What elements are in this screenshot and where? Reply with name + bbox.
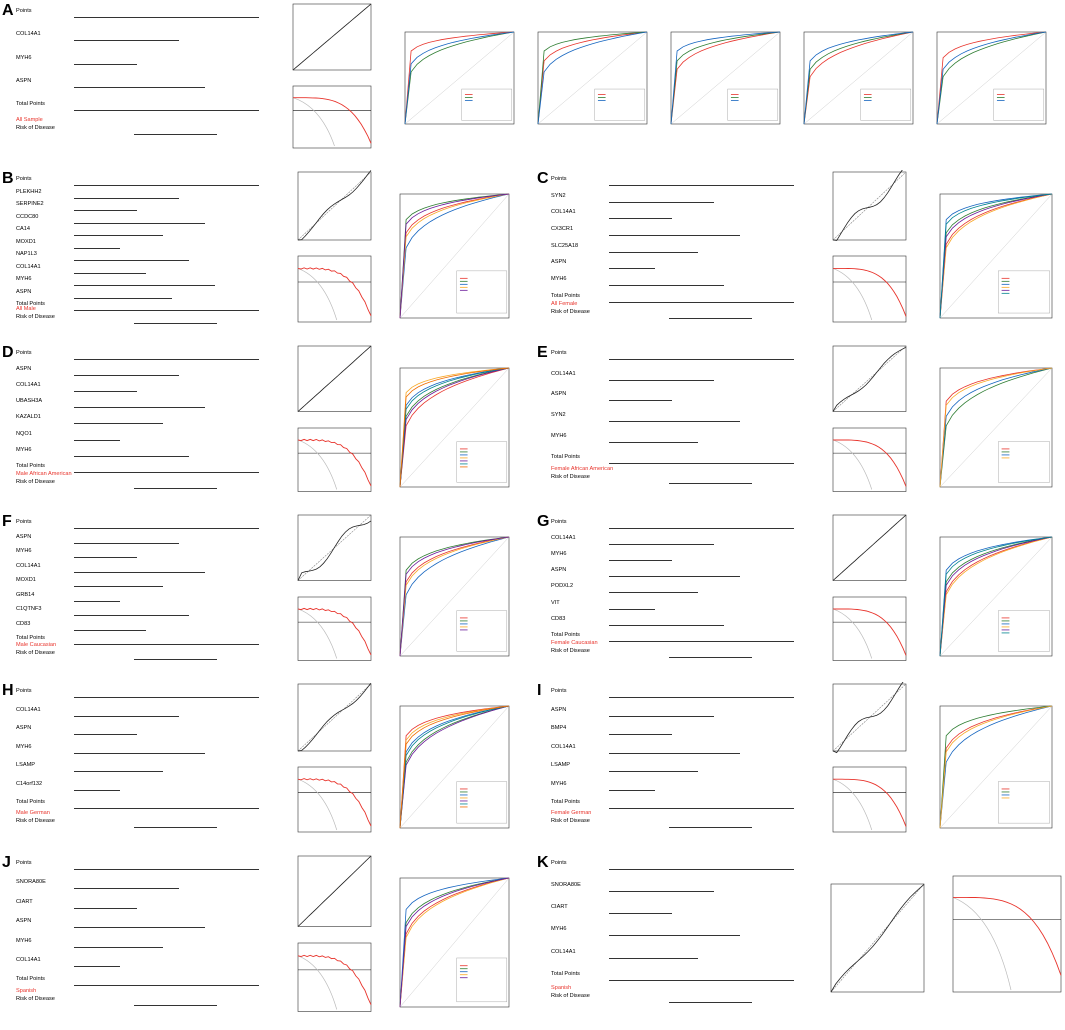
nomogram-variable-label: COL14A1 xyxy=(16,263,41,270)
decision-curve-plot xyxy=(945,874,1065,1004)
calibration-plot xyxy=(823,882,928,1002)
roc-curve-plot xyxy=(390,533,515,668)
panel-letter: I xyxy=(537,682,542,699)
panel-letter: K xyxy=(537,854,549,871)
nomogram-variable-label: CA14 xyxy=(16,226,30,232)
nomogram-variable-label: Points xyxy=(551,350,567,356)
nomogram-variable-label: ASPN xyxy=(551,259,567,266)
calibration-plot xyxy=(825,682,910,761)
nomogram-axis xyxy=(74,543,179,544)
nomogram-variable-label: Total Points xyxy=(16,101,45,108)
calibration-plot xyxy=(290,854,375,937)
nomogram-axis xyxy=(609,576,740,577)
calibration-plot xyxy=(825,513,910,591)
nomogram-axis xyxy=(74,644,259,645)
nomogram-variable-label: ASPN xyxy=(16,288,32,295)
roc-curve-plot xyxy=(390,874,515,1019)
nomogram-axis xyxy=(134,488,217,489)
calibration-plot xyxy=(285,2,375,80)
nomogram-variable-label: C14orf132 xyxy=(16,780,43,787)
nomogram-axis xyxy=(609,609,655,610)
roc-curve-plot xyxy=(930,533,1058,668)
nomogram-axis xyxy=(609,891,714,892)
nomogram-axis xyxy=(609,980,794,981)
nomogram-axis xyxy=(609,544,714,545)
nomogram-axis xyxy=(74,601,120,602)
subgroup-title: Male Caucasian xyxy=(16,641,57,648)
nomogram-variable-label: COL14A1 xyxy=(16,562,41,569)
nomogram-variable-label: Points xyxy=(551,176,567,182)
nomogram-variable-label: VIT xyxy=(551,599,560,606)
decision-curve-plot xyxy=(290,765,375,844)
nomogram-axis xyxy=(74,17,259,18)
subgroup-title: Male African American xyxy=(16,470,72,477)
nomogram-axis xyxy=(609,252,698,253)
calibration-plot xyxy=(825,170,910,250)
nomogram-axis xyxy=(134,134,217,135)
nomogram-axis xyxy=(74,557,137,558)
nomogram-axis xyxy=(609,716,714,717)
nomogram-variable-label: Total Points xyxy=(16,976,45,983)
nomogram-axis xyxy=(74,927,205,928)
nomogram-axis xyxy=(74,210,137,211)
nomogram-variable-label: Risk of Disease xyxy=(16,649,55,656)
nomogram-axis xyxy=(74,888,179,889)
nomogram-variable-label: COL14A1 xyxy=(551,948,576,955)
nomogram-variable-label: MYH6 xyxy=(551,551,567,558)
panel-letter: J xyxy=(2,854,11,871)
nomogram-variable-label: Points xyxy=(16,8,32,14)
nomogram-axis xyxy=(74,808,259,809)
nomogram-variable-label: MYH6 xyxy=(551,276,567,282)
nomogram-axis xyxy=(74,285,215,286)
panel-letter: D xyxy=(2,344,14,361)
nomogram-variable-label: MYH6 xyxy=(551,780,567,787)
nomogram-variable-label: LSAMP xyxy=(551,762,570,768)
subgroup-title: All Sample xyxy=(16,116,43,123)
nomogram-axis xyxy=(669,1002,752,1003)
nomogram-axis xyxy=(74,615,189,616)
subgroup-title: Female German xyxy=(551,809,592,816)
nomogram-axis xyxy=(74,375,179,376)
nomogram-variable-label: NQO1 xyxy=(16,430,32,437)
nomogram-variable-label: COL14A1 xyxy=(551,209,576,216)
nomogram-variable-label: MYH6 xyxy=(551,432,567,439)
subgroup-title: Male German xyxy=(16,809,50,816)
roc-curve-plot xyxy=(661,28,786,136)
decision-curve-plot xyxy=(290,426,375,504)
nomogram-variable-label: Total Points xyxy=(551,631,580,638)
decision-curve-plot xyxy=(285,84,375,160)
decision-curve-plot xyxy=(825,765,910,844)
nomogram-axis xyxy=(134,827,217,828)
nomogram-variable-label: COL14A1 xyxy=(16,31,41,38)
decision-curve-plot xyxy=(825,595,910,673)
subgroup-title: Spanish xyxy=(16,987,37,994)
nomogram-variable-label: COL14A1 xyxy=(16,382,41,389)
nomogram-axis xyxy=(609,380,714,381)
nomogram-axis xyxy=(74,391,137,392)
subgroup-title: All Female xyxy=(551,301,578,308)
decision-curve-plot xyxy=(290,941,375,1024)
nomogram-variable-label: Risk of Disease xyxy=(16,313,55,320)
nomogram-variable-label: MYH6 xyxy=(16,276,32,282)
nomogram-axis xyxy=(74,947,163,948)
nomogram-axis xyxy=(609,771,698,772)
nomogram-axis xyxy=(74,248,120,249)
nomogram-variable-label: Risk of Disease xyxy=(16,995,55,1002)
nomogram-variable-label: UBASH3A xyxy=(16,398,43,405)
nomogram-axis xyxy=(669,483,752,484)
roc-curve-plot xyxy=(390,190,515,330)
nomogram-variable-label: PLEKHH2 xyxy=(16,188,42,195)
nomogram-axis xyxy=(609,359,794,360)
nomogram-axis xyxy=(609,592,698,593)
nomogram-variable-label: Total Points xyxy=(551,970,580,977)
nomogram-variable-label: Total Points xyxy=(16,635,45,641)
calibration-plot xyxy=(290,170,375,250)
nomogram-variable-label: Risk of Disease xyxy=(16,817,55,824)
subgroup-title: Female Caucasian xyxy=(551,639,598,646)
nomogram-variable-label: ASPN xyxy=(16,725,32,731)
nomogram-axis xyxy=(74,185,259,186)
panel-letter: G xyxy=(537,513,550,530)
nomogram-axis xyxy=(609,400,672,401)
nomogram-axis xyxy=(609,697,794,698)
subgroup-title: All Male xyxy=(16,305,36,312)
nomogram-variable-label: CIART xyxy=(16,898,33,905)
nomogram-variable-label: C1QTNF3 xyxy=(16,606,42,612)
nomogram-axis xyxy=(74,716,179,717)
nomogram-variable-label: SYN2 xyxy=(551,192,566,199)
nomogram-variable-label: Total Points xyxy=(16,799,45,805)
nomogram-variable-label: ASPN xyxy=(16,918,32,925)
nomogram-axis xyxy=(609,463,794,464)
nomogram-axis xyxy=(74,260,189,261)
nomogram-axis xyxy=(134,659,217,660)
nomogram-axis xyxy=(74,64,137,65)
nomogram-axis xyxy=(609,302,794,303)
subgroup-title: Spanish xyxy=(551,984,572,991)
nomogram-variable-label: Total Points xyxy=(551,453,580,460)
roc-curve-plot xyxy=(930,364,1058,499)
panel-letter: C xyxy=(537,170,549,187)
nomogram-variable-label: Total Points xyxy=(551,292,580,299)
calibration-plot xyxy=(290,513,375,591)
nomogram-axis xyxy=(609,958,698,959)
nomogram-variable-label: COL14A1 xyxy=(16,706,41,713)
nomogram-axis xyxy=(609,185,794,186)
nomogram-variable-label: MOXD1 xyxy=(16,238,36,245)
nomogram-axis xyxy=(74,223,205,224)
nomogram-variable-label: ASPN xyxy=(16,533,32,540)
nomogram-axis xyxy=(609,625,724,626)
nomogram-axis xyxy=(74,771,163,772)
nomogram-axis xyxy=(74,697,259,698)
roc-curve-plot xyxy=(930,702,1058,840)
roc-curve-plot xyxy=(927,28,1052,136)
nomogram-variable-label: Points xyxy=(551,519,567,525)
nomogram-variable-label: Risk of Disease xyxy=(551,474,590,481)
nomogram-axis xyxy=(609,442,698,443)
nomogram-variable-label: SYN2 xyxy=(551,412,566,419)
roc-curve-plot xyxy=(794,28,919,136)
nomogram-axis xyxy=(74,40,179,41)
decision-curve-plot xyxy=(825,254,910,334)
nomogram-axis xyxy=(669,827,752,828)
nomogram-axis xyxy=(74,528,259,529)
nomogram-axis xyxy=(74,423,163,424)
nomogram-variable-label: SNORA80E xyxy=(16,879,46,886)
nomogram-variable-label: Total Points xyxy=(16,462,45,469)
nomogram-axis xyxy=(609,268,655,269)
nomogram-axis xyxy=(74,630,146,631)
nomogram-axis xyxy=(609,753,740,754)
nomogram-axis xyxy=(74,985,259,986)
roc-curve-plot xyxy=(395,28,520,136)
calibration-plot xyxy=(290,682,375,761)
nomogram-axis xyxy=(609,935,740,936)
nomogram-axis xyxy=(74,572,205,573)
nomogram-variable-label: MYH6 xyxy=(16,446,32,453)
nomogram-axis xyxy=(74,908,137,909)
nomogram-axis xyxy=(74,734,137,735)
nomogram-variable-label: CCDC80 xyxy=(16,213,39,220)
nomogram-variable-label: MYH6 xyxy=(551,926,567,933)
nomogram-axis xyxy=(609,285,724,286)
nomogram-variable-label: MYH6 xyxy=(16,548,32,554)
nomogram-variable-label: ASPN xyxy=(551,567,567,574)
nomogram-axis xyxy=(74,790,120,791)
nomogram-axis xyxy=(74,110,259,111)
nomogram-axis xyxy=(134,323,217,324)
nomogram-axis xyxy=(669,657,752,658)
nomogram-variable-label: SLC25A18 xyxy=(551,242,579,249)
calibration-plot xyxy=(825,344,910,422)
nomogram-axis xyxy=(609,808,794,809)
panel-letter: H xyxy=(2,682,14,699)
nomogram-axis xyxy=(74,407,205,408)
nomogram-axis xyxy=(74,440,120,441)
nomogram-axis xyxy=(74,198,179,199)
nomogram-variable-label: CD83 xyxy=(551,615,566,622)
nomogram-variable-label: ASPN xyxy=(16,366,32,373)
nomogram-axis xyxy=(609,790,655,791)
nomogram-axis xyxy=(74,310,259,311)
nomogram-axis xyxy=(74,753,205,754)
decision-curve-plot xyxy=(825,426,910,504)
nomogram-axis xyxy=(74,586,163,587)
nomogram-variable-label: ASPN xyxy=(551,706,567,713)
nomogram-variable-label: Points xyxy=(551,860,567,866)
nomogram-axis xyxy=(134,1005,217,1006)
nomogram-variable-label: MYH6 xyxy=(16,54,32,61)
nomogram-variable-label: KAZALD1 xyxy=(16,414,41,421)
nomogram-variable-label: Risk of Disease xyxy=(551,647,590,654)
nomogram-variable-label: Risk of Disease xyxy=(16,124,55,131)
nomogram-axis xyxy=(609,421,740,422)
nomogram-variable-label: SERPINE2 xyxy=(16,201,44,207)
nomogram-variable-label: PODXL2 xyxy=(551,583,574,590)
subgroup-title: Female African American xyxy=(551,466,614,473)
nomogram-variable-label: Total Points xyxy=(16,301,45,307)
nomogram-variable-label: GRB14 xyxy=(16,591,35,598)
panel-letter: A xyxy=(2,2,14,19)
roc-curve-plot xyxy=(930,190,1058,330)
nomogram-axis xyxy=(74,869,259,870)
nomogram-variable-label: SNORA80E xyxy=(551,882,581,889)
nomogram-variable-label: Points xyxy=(551,688,567,694)
panel-letter: B xyxy=(2,170,14,187)
nomogram-variable-label: Total Points xyxy=(551,799,580,805)
nomogram-axis xyxy=(74,235,163,236)
nomogram-variable-label: CD83 xyxy=(16,620,31,627)
nomogram-variable-label: Risk of Disease xyxy=(551,309,590,316)
nomogram-variable-label: ASPN xyxy=(551,391,567,398)
nomogram-variable-label: Points xyxy=(16,519,32,525)
nomogram-axis xyxy=(74,456,189,457)
nomogram-variable-label: MOXD1 xyxy=(16,577,36,583)
nomogram-axis xyxy=(669,318,752,319)
nomogram-axis xyxy=(609,869,794,870)
nomogram-variable-label: CX3CR1 xyxy=(551,226,574,232)
nomogram-variable-label: Risk of Disease xyxy=(16,478,55,485)
nomogram-axis xyxy=(74,87,205,88)
nomogram-axis xyxy=(74,966,120,967)
panel-letter: F xyxy=(2,513,12,530)
nomogram-variable-label: Points xyxy=(16,350,32,356)
nomogram-variable-label: COL14A1 xyxy=(551,370,576,377)
decision-curve-plot xyxy=(290,595,375,673)
nomogram-variable-label: NAP1L3 xyxy=(16,251,37,257)
panel-letter: E xyxy=(537,344,548,361)
nomogram-variable-label: Points xyxy=(16,688,32,694)
nomogram-axis xyxy=(609,528,794,529)
nomogram-variable-label: COL14A1 xyxy=(551,743,576,750)
nomogram-axis xyxy=(609,913,672,914)
nomogram-axis xyxy=(609,734,672,735)
roc-curve-plot xyxy=(390,702,515,840)
nomogram-variable-label: CIART xyxy=(551,904,568,911)
nomogram-axis xyxy=(74,359,259,360)
nomogram-axis xyxy=(74,273,146,274)
nomogram-axis xyxy=(74,298,172,299)
nomogram-variable-label: Risk of Disease xyxy=(551,817,590,824)
nomogram-axis xyxy=(609,202,714,203)
nomogram-axis xyxy=(609,218,672,219)
nomogram-variable-label: Points xyxy=(16,176,32,182)
nomogram-variable-label: COL14A1 xyxy=(551,535,576,542)
nomogram-variable-label: LSAMP xyxy=(16,762,35,768)
nomogram-variable-label: Risk of Disease xyxy=(551,992,590,999)
nomogram-variable-label: BMP4 xyxy=(551,725,567,731)
nomogram-axis xyxy=(609,235,740,236)
nomogram-variable-label: MYH6 xyxy=(16,743,32,750)
nomogram-variable-label: ASPN xyxy=(16,78,32,84)
nomogram-variable-label: Points xyxy=(16,860,32,866)
decision-curve-plot xyxy=(290,254,375,334)
roc-curve-plot xyxy=(390,364,515,499)
nomogram-axis xyxy=(609,560,672,561)
roc-curve-plot xyxy=(528,28,653,136)
nomogram-axis xyxy=(74,472,259,473)
calibration-plot xyxy=(290,344,375,422)
nomogram-variable-label: COL14A1 xyxy=(16,956,41,963)
nomogram-variable-label: MYH6 xyxy=(16,937,32,944)
nomogram-axis xyxy=(609,641,794,642)
